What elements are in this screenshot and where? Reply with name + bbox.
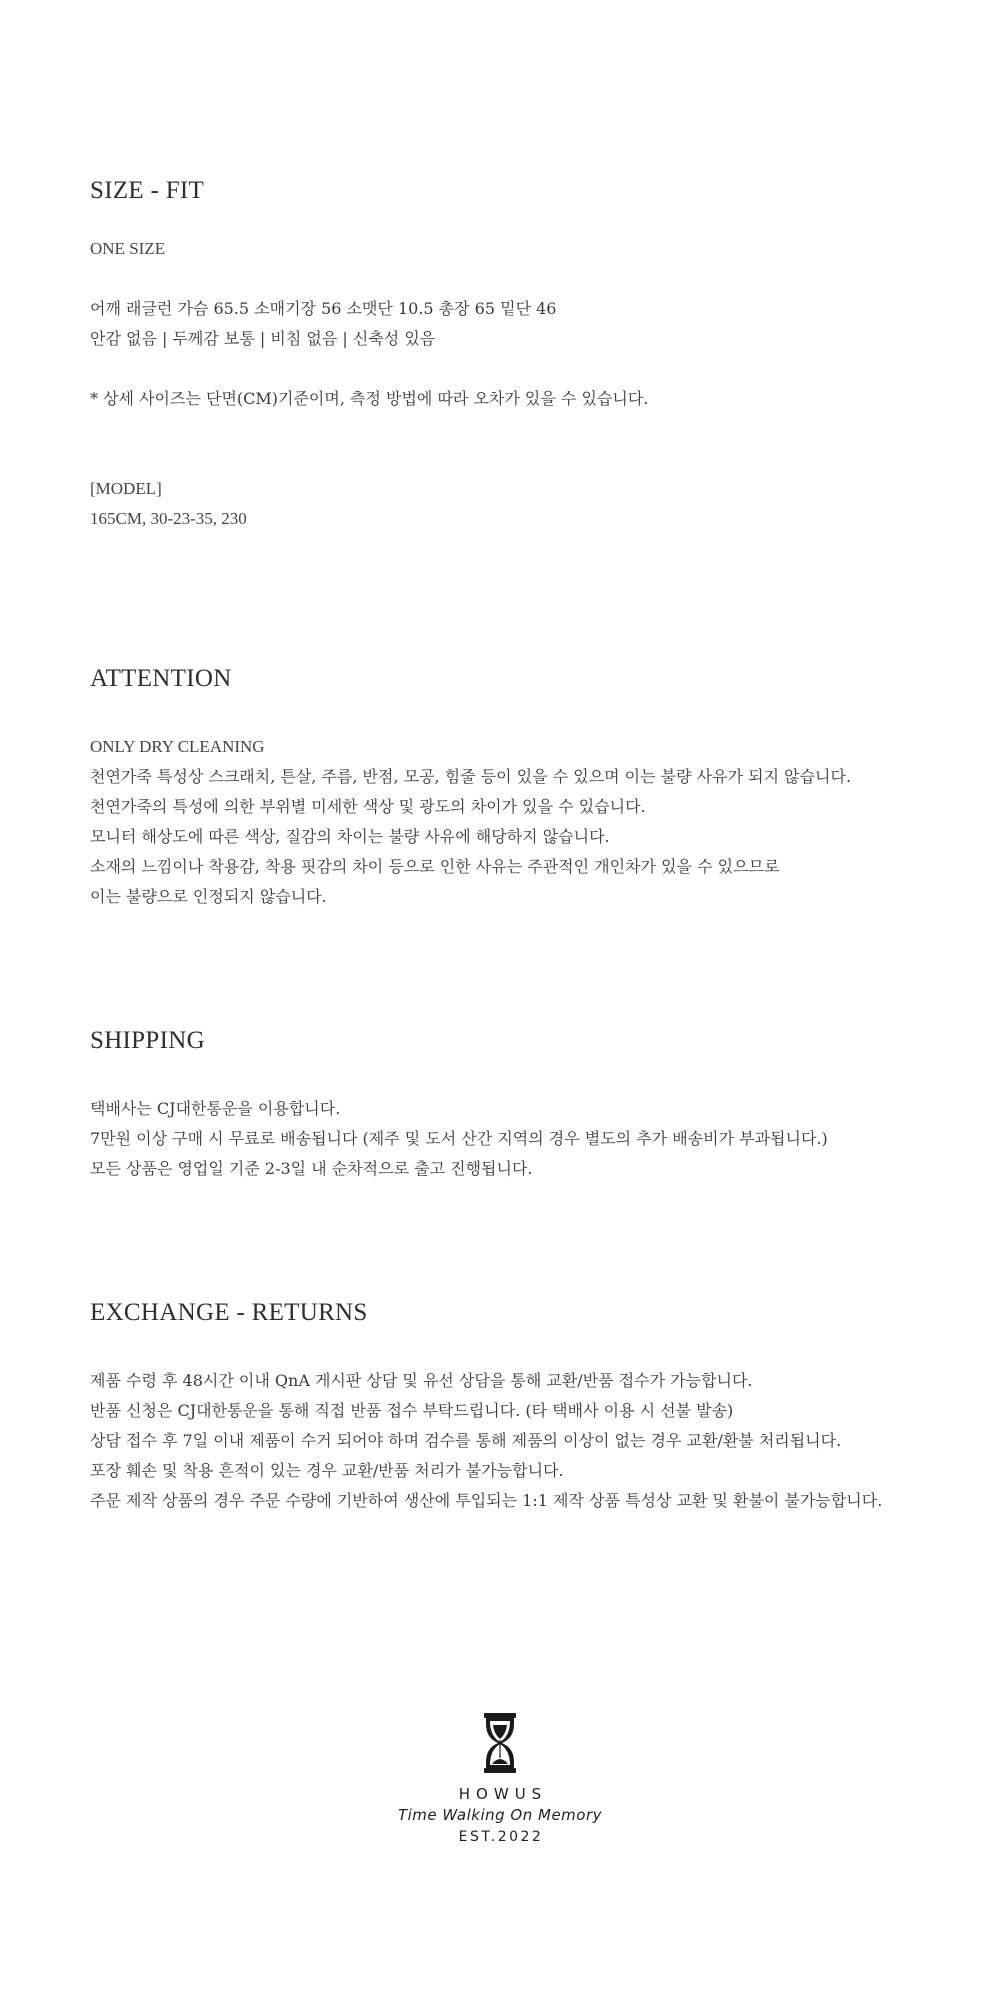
exchange-line: 주문 제작 상품의 경우 주문 수량에 기반하여 생산에 투입되는 1:1 제작 상품 특성상 교환 및 환불이 불가능합니다.	[90, 1491, 883, 1510]
size-label: ONE SIZE	[90, 239, 166, 258]
size-measurements: 어깨 래글런 가슴 65.5 소매기장 56 소맷단 10.5 총장 65 밑단 46	[90, 299, 557, 318]
model-label: [MODEL]	[90, 479, 162, 498]
brand-established: EST.2022	[458, 1829, 544, 1845]
fabric-properties: 안감 없음 | 두께감 보통 | 비침 없음 | 신축성 있음	[90, 329, 436, 348]
attention-heading: ATTENTION	[90, 665, 232, 692]
exchange-line: 포장 훼손 및 착용 흔적이 있는 경우 교환/반품 처리가 불가능합니다.	[90, 1461, 564, 1480]
exchange-line: 제품 수령 후 48시간 이내 QnA 게시판 상담 및 유선 상담을 통해 교환/반품 접수가 가능합니다.	[90, 1371, 753, 1390]
shipping-line: 모든 상품은 영업일 기준 2-3일 내 순차적으로 출고 진행됩니다.	[90, 1159, 533, 1178]
exchange-line: 상담 접수 후 7일 이내 제품이 수거 되어야 하며 검수를 통해 제품의 이상이 없는 경우 교환/환불 처리됩니다.	[90, 1431, 842, 1450]
brand-tagline: Time Walking On Memory	[397, 1806, 603, 1824]
model-info: 165CM, 30-23-35, 230	[90, 509, 247, 528]
attention-line: 천연가죽의 특성에 의한 부위별 미세한 색상 및 광도의 차이가 있을 수 있습니다.	[90, 797, 646, 816]
attention-line: 이는 불량으로 인정되지 않습니다.	[90, 887, 327, 906]
attention-line: 모니터 해상도에 따른 색상, 질감의 차이는 불량 사유에 해당하지 않습니다.	[90, 827, 610, 846]
size-fit-heading: SIZE - FIT	[90, 177, 205, 204]
exchange-heading: EXCHANGE - RETURNS	[90, 1299, 368, 1326]
shipping-section	[90, 1026, 950, 1184]
size-fit-section	[90, 176, 950, 534]
attention-line: 천연가죽 특성상 스크래치, 튼살, 주름, 반점, 모공, 힘줄 등이 있을 수 있으며 이는 불량 사유가 되지 않습니다.	[90, 767, 852, 786]
exchange-line: 반품 신청은 CJ대한통운을 통해 직접 반품 접수 부탁드립니다. (타 택배사 이용 시 선불 발송)	[90, 1401, 734, 1420]
hourglass-icon	[482, 1712, 518, 1774]
attention-section	[90, 664, 950, 912]
attention-line: ONLY DRY CLEANING	[90, 737, 265, 756]
shipping-line: 택배사는 CJ대한통운을 이용합니다.	[90, 1099, 341, 1118]
attention-line: 소재의 느낌이나 착용감, 착용 핏감의 차이 등으로 인한 사유는 주관적인 개인차가 있을 수 있으므로	[90, 857, 780, 876]
shipping-line: 7만원 이상 구매 시 무료로 배송됩니다 (제주 및 도서 산간 지역의 경우 별도의 추가 배송비가 부과됩니다.)	[90, 1129, 828, 1148]
exchange-section	[90, 1298, 950, 1516]
brand-name: HOWUS	[458, 1785, 548, 1803]
shipping-heading: SHIPPING	[90, 1027, 205, 1054]
brand-logo	[0, 1712, 1000, 1848]
size-note: * 상세 사이즈는 단면(CM)기준이며, 측정 방법에 따라 오차가 있을 수 있습니다.	[90, 389, 649, 408]
